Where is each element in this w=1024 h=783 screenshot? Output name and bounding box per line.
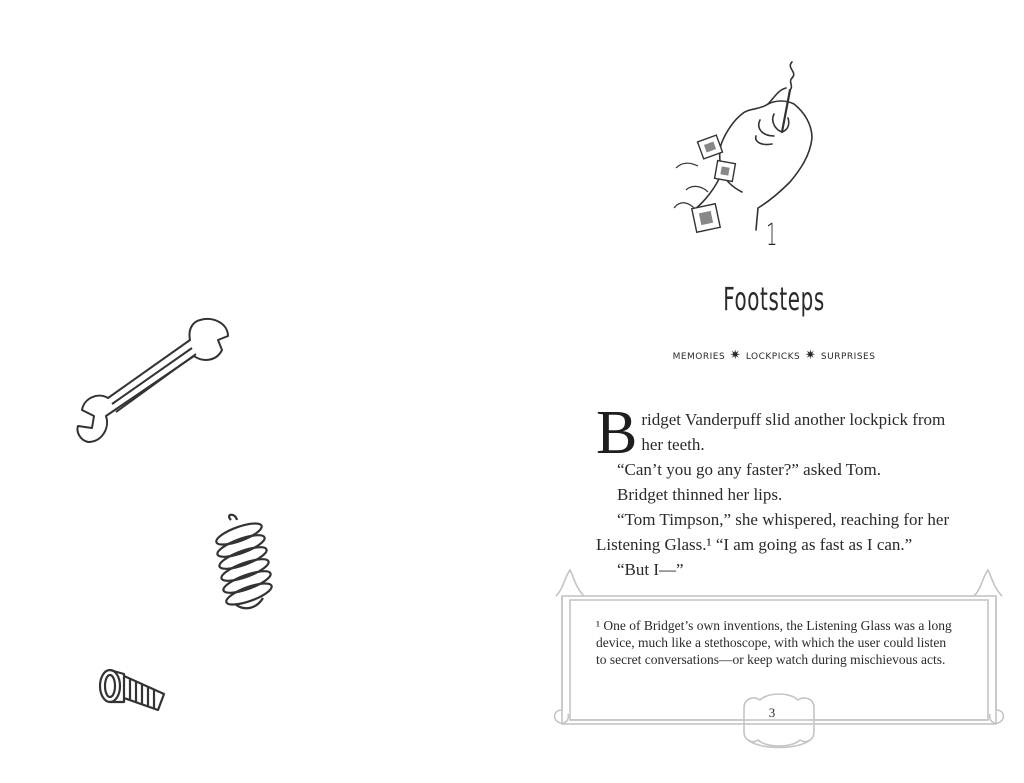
spring-illustration xyxy=(205,512,277,620)
footnote: ¹ One of Bridget’s own inventions, the Listening Glass was a long device, much like a stethoscope, with which the user could listen to secret conversations—or keep watch during mischievous acts. xyxy=(596,618,952,667)
page-number: 3 xyxy=(768,705,776,720)
chapter-body-text xyxy=(596,399,956,582)
wrench-illustration xyxy=(72,312,236,448)
paragraph: Bridget thinned her lips. xyxy=(617,485,783,504)
paragraph: “Tom Timpson,” she whispered, reaching for her Listening Glass.¹ “I am going as fast as I can.” xyxy=(596,510,950,554)
chapter-number: 1 xyxy=(765,218,779,253)
chapter-title: Footsteps xyxy=(723,280,825,318)
paragraph: “But I—” xyxy=(617,560,684,579)
hand-with-lockpick-illustration xyxy=(664,58,824,234)
drop-cap: B xyxy=(596,399,638,467)
paragraph: “Can’t you go any faster?” asked Tom. xyxy=(617,460,881,479)
paragraph: Bridget Vanderpuff slid another lockpick from her teeth. xyxy=(596,399,946,467)
chapter-tags: memories ✷ lockpicks ✷ surprises xyxy=(672,348,876,363)
screw-illustration xyxy=(96,664,172,720)
